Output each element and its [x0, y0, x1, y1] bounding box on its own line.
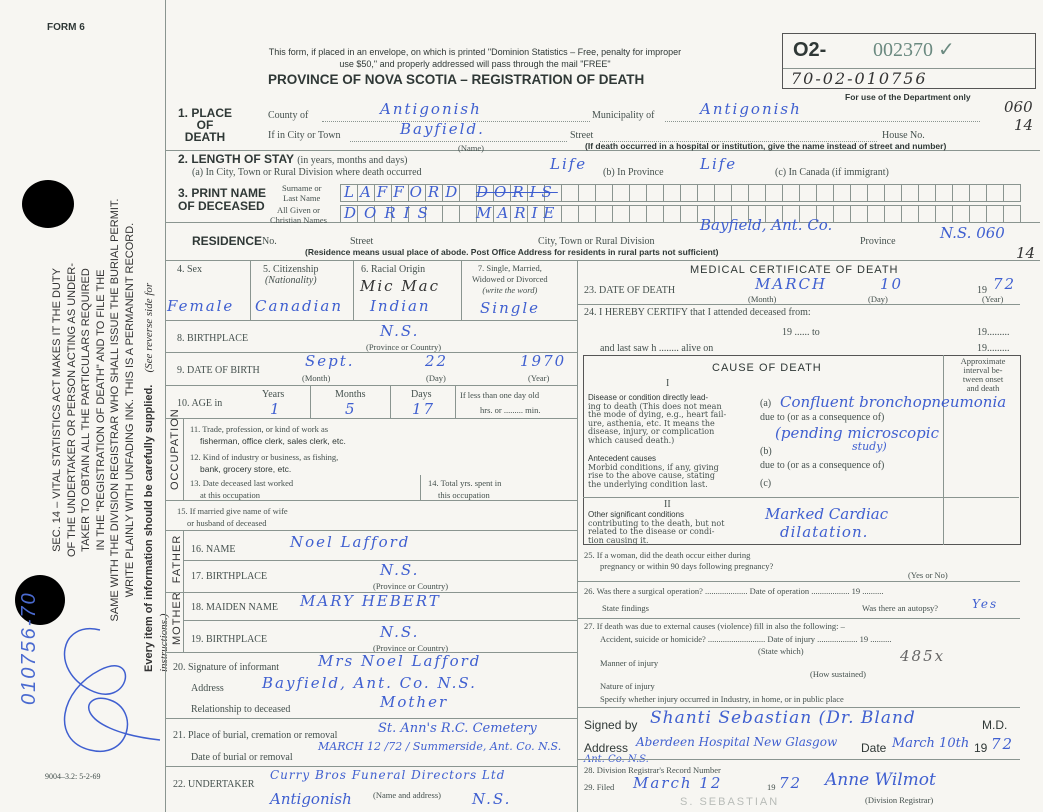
- year-note: (Year): [528, 373, 550, 383]
- marital-label: (write the word): [482, 285, 538, 295]
- burial-date: MARCH 12 /72 / Summerside, Ant. Co. N.S.: [318, 740, 562, 753]
- maiden-label: 18. MAIDEN NAME: [191, 602, 278, 613]
- hospital-note: (If death occurred in a hospital or institution, give the name instead of street and number): [585, 141, 947, 151]
- letter-cell[interactable]: [596, 184, 613, 202]
- direct-text: ure, asthenia, etc. It means the: [588, 418, 715, 428]
- residence-province: N.S. 060: [940, 224, 1005, 242]
- nature-label: Nature of injury: [600, 681, 655, 691]
- antecedent-text: rise to the above cause, stating: [588, 471, 715, 481]
- notice-line: OF THE UNDERTAKER OR PERSON ACTING AS UNDER-: [65, 263, 78, 557]
- father-side-label: FATHER: [171, 534, 183, 584]
- surname-label: Last Name: [283, 193, 321, 203]
- notice-line: SAME WITH THE DIVISION REGISTRAR WHO SHALL ISSUE THE BURIAL PERMIT.: [109, 198, 121, 622]
- letter-cell[interactable]: [732, 184, 749, 202]
- father-name-label: 16. NAME: [191, 544, 236, 555]
- stay-note: (in years, months and days): [297, 155, 408, 166]
- letter-cell[interactable]: [715, 184, 732, 202]
- specify-label: Specify whether injury occurred in Industry, in home, or in public place: [600, 694, 844, 704]
- year-blank: 19.........: [977, 343, 1010, 354]
- marital-value: Single: [480, 299, 541, 317]
- letter-cell[interactable]: [630, 205, 647, 223]
- manner-label: Manner of injury: [600, 658, 659, 668]
- birthplace-label: 8. BIRTHPLACE: [177, 333, 249, 344]
- citizenship-label: 5. Citizenship: [263, 264, 319, 275]
- dept-prefix: O2-: [793, 39, 827, 61]
- letter-cell[interactable]: [987, 205, 1004, 223]
- q13: 13. Date deceased last worked: [190, 478, 294, 488]
- given-label: All Given or: [276, 205, 320, 215]
- antecedent-text: Morbid conditions, if any, giving: [588, 462, 719, 472]
- letter-cell[interactable]: [970, 184, 987, 202]
- months-value: 5: [345, 400, 357, 418]
- surname-struck: DORIS: [476, 183, 558, 201]
- undertaker-name: Curry Bros Funeral Directors Ltd: [270, 768, 506, 782]
- letter-cell[interactable]: [851, 205, 868, 223]
- undertaker-note: (Name and address): [373, 790, 441, 800]
- burial-date-label: Date of burial or removal: [191, 752, 293, 763]
- letter-cell[interactable]: [817, 184, 834, 202]
- q11: fisherman, office clerk, sales clerk, etc.: [200, 436, 346, 446]
- column-divider: [577, 260, 578, 812]
- letter-cell[interactable]: [1004, 184, 1021, 202]
- other-text: related to the disease or condi-: [588, 527, 715, 537]
- letter-cell[interactable]: [579, 205, 596, 223]
- dob-month: Sept.: [305, 352, 355, 370]
- q12: 12. Kind of industry or business, as fishing,: [190, 452, 339, 462]
- letter-cell[interactable]: [885, 205, 902, 223]
- name-label: 3. PRINT NAME: [178, 186, 267, 200]
- residence-label: RESIDENCE: [192, 234, 263, 248]
- residence-city: Bayfield, Ant. Co.: [700, 216, 833, 234]
- last-saw: and last saw h ........ alive on: [600, 343, 714, 354]
- marital-label: Widowed or Divorced: [472, 274, 548, 284]
- how-note: (How sustained): [810, 669, 866, 679]
- registrar-note: (Division Registrar): [865, 795, 934, 805]
- letter-cell[interactable]: [902, 184, 919, 202]
- roman-1: I: [666, 378, 670, 389]
- q15: 15. If married give name of wife: [177, 506, 288, 516]
- dept-note: For use of the Department only: [845, 92, 971, 102]
- letter-cell[interactable]: [664, 205, 681, 223]
- notice-line: TAKER TO OBTAIN ALL THE PARTICULARS REQUIRED: [80, 268, 92, 552]
- residence-no-label: No.: [262, 236, 277, 247]
- letter-cell[interactable]: [460, 205, 477, 223]
- given-name-2: MARIE: [476, 204, 561, 222]
- q11: 11. Trade, profession, or kind of work as: [190, 424, 329, 434]
- informant-sig: Mrs Noel Lafford: [318, 652, 482, 670]
- county-value: Antigonish: [380, 100, 482, 118]
- place-label: 1. PLACE: [178, 106, 233, 120]
- dept-ref: 70-02-010756: [791, 69, 928, 88]
- month-note: (Month): [302, 373, 331, 383]
- occupation-side-label: OCCUPATION: [169, 408, 181, 490]
- filed-date: March 12: [633, 774, 723, 792]
- registrar-signature: Anne Wilmot: [825, 770, 936, 790]
- year-blank: 19.........: [977, 327, 1010, 338]
- letter-cell[interactable]: [562, 205, 579, 223]
- antecedent-head: Antecedent causes: [588, 454, 657, 463]
- municipality-label: Municipality of: [592, 110, 655, 121]
- cause-a-note: (pending microscopic: [775, 424, 939, 442]
- letter-cell[interactable]: [868, 184, 885, 202]
- q14: this occupation: [438, 490, 490, 500]
- father-name: Noel Lafford: [290, 533, 411, 551]
- roman-2: II: [664, 499, 671, 510]
- burial-place: St. Ann's R.C. Cemetery: [378, 721, 537, 736]
- sign-year: 72: [991, 735, 1015, 753]
- letter-cell[interactable]: [579, 184, 596, 202]
- undertaker-town: Antigonish: [270, 790, 352, 808]
- frame-left: [165, 0, 166, 812]
- from-to: 19 ...... to: [782, 327, 820, 338]
- hrs-min: hrs. or ......... min.: [480, 405, 541, 415]
- signed-value: Shanti Sebastian (Dr. Bland: [650, 708, 916, 728]
- letter-cell[interactable]: [936, 184, 953, 202]
- margin-code: 14: [1014, 116, 1034, 134]
- other-text: tion causing it.: [588, 535, 649, 545]
- racial-label: 6. Racial Origin: [361, 264, 426, 275]
- given-label: Christian Names: [270, 215, 327, 225]
- age-label: 10. AGE in: [177, 398, 223, 409]
- letter-cell[interactable]: [834, 205, 851, 223]
- letter-cell[interactable]: [613, 205, 630, 223]
- dob-label: 9. DATE OF BIRTH: [177, 365, 260, 376]
- filed-year: 72: [779, 774, 803, 792]
- marital-label: 7. Single, Married,: [477, 263, 542, 273]
- envelope-note-2: use $50," and properly addressed will pass through the mail "FREE": [339, 59, 611, 69]
- letter-cell[interactable]: [647, 205, 664, 223]
- due-to: due to (or as a consequence of): [760, 412, 885, 423]
- relationship-value: Mother: [380, 693, 449, 711]
- sign-date: March 10th: [892, 736, 970, 751]
- interval-label: and death: [966, 383, 1000, 393]
- month-note: (Month): [748, 294, 777, 304]
- city-value: Bayfield.: [400, 120, 485, 138]
- surname-label: Surname or: [282, 183, 322, 193]
- undertaker-label: 22. UNDERTAKER: [173, 779, 255, 790]
- sign-year-prefix: 19: [974, 741, 988, 755]
- less-day-label: If less than one day old: [460, 390, 540, 400]
- sex-label: 4. Sex: [177, 264, 202, 275]
- letter-cell[interactable]: [596, 205, 613, 223]
- margin-code: 14: [1016, 244, 1036, 262]
- q29: 29. Filed: [584, 782, 615, 792]
- cause-a: Confluent bronchopneumonia: [780, 393, 1007, 411]
- filed-year-prefix: 19: [767, 782, 776, 792]
- letter-cell[interactable]: [919, 205, 936, 223]
- citizenship-value: Canadian: [255, 297, 344, 315]
- dod-year: 72: [993, 275, 1017, 293]
- doctor-address: Aberdeen Hospital New Glasgow: [636, 735, 838, 749]
- day-note: (Day): [426, 373, 446, 383]
- direct-text: the mode of dying, e.g., heart fail-: [588, 410, 727, 420]
- mother-side-label: MOTHER: [171, 591, 183, 645]
- autopsy-label: Was there an autopsy?: [862, 603, 939, 613]
- letter-cell[interactable]: [749, 184, 766, 202]
- letter-cell[interactable]: [443, 205, 460, 223]
- letter-cell[interactable]: [613, 184, 630, 202]
- name-label: OF DECEASED: [178, 199, 265, 213]
- letter-cell[interactable]: [647, 184, 664, 202]
- letter-cell[interactable]: [562, 184, 579, 202]
- medical-title: MEDICAL CERTIFICATE OF DEATH: [690, 264, 899, 276]
- stamp: S. SEBASTIAN: [680, 796, 780, 808]
- cause-a-note: study): [852, 440, 887, 453]
- months-label: Months: [335, 389, 366, 400]
- prov-note: (Province or Country): [373, 581, 449, 591]
- letter-cell[interactable]: [936, 205, 953, 223]
- maiden-name: MARY HEBERT: [300, 592, 441, 610]
- letter-cell[interactable]: [919, 184, 936, 202]
- state-which: (State which): [758, 646, 804, 656]
- dept-number: 002370 ✓: [873, 39, 955, 61]
- letter-cell[interactable]: [868, 205, 885, 223]
- residence-province-label: Province: [860, 236, 896, 247]
- given-name-1: DORIS: [344, 204, 436, 222]
- stay-b-value: Life: [700, 155, 738, 173]
- stay-c-label: (c) In Canada (if immigrant): [775, 167, 889, 178]
- mother-bp-label: 19. BIRTHPLACE: [191, 634, 268, 645]
- form-label: FORM 6: [47, 22, 85, 33]
- stay-b-label: (b) In Province: [603, 167, 664, 178]
- letter-cell[interactable]: [987, 184, 1004, 202]
- sec14-notice: [50, 198, 137, 622]
- racial-value-1: Mic Mac: [360, 277, 441, 295]
- yes-no-note: (Yes or No): [908, 570, 948, 580]
- years-label: Years: [262, 389, 285, 400]
- q12: bank, grocery store, etc.: [200, 464, 292, 474]
- undertaker-prov: N.S.: [472, 790, 512, 808]
- signed-label: Signed by: [584, 718, 638, 732]
- racial-value-2: Indian: [370, 297, 431, 315]
- q27: 27. If death was due to external causes (violence) fill in also the following: –: [584, 621, 845, 631]
- other-text: contributing to the death, but not: [588, 518, 725, 528]
- q13: at this occupation: [200, 490, 260, 500]
- years-value: 1: [270, 400, 282, 418]
- q26: 26. Was there a surgical operation? .................... Date of operation .................. 19 ..........: [584, 586, 884, 596]
- stay-a-label: (a) In City, Town or Rural Division where death occurred: [192, 167, 422, 178]
- margin-code: 060: [1004, 98, 1033, 116]
- other-head: Other significant conditions: [588, 510, 685, 519]
- direct-text: disease, injury, or complication: [588, 427, 715, 437]
- letter-cell[interactable]: [834, 184, 851, 202]
- citizenship-note: (Nationality): [264, 275, 317, 286]
- q25: pregnancy or within 90 days following pregnancy?: [600, 561, 774, 571]
- letter-cell[interactable]: [953, 205, 970, 223]
- md-label: M.D.: [982, 718, 1008, 732]
- cause-b-label: (b): [760, 446, 772, 457]
- other-condition-1: Marked Cardiac: [765, 505, 889, 523]
- day-note: (Day): [868, 294, 888, 304]
- mother-bp: N.S.: [380, 623, 420, 641]
- q28: 28. Division Registrar's Record Number: [584, 765, 721, 775]
- place-label: DEATH: [184, 130, 226, 144]
- cause-a-label: (a): [760, 398, 772, 409]
- page-title: PROVINCE OF NOVA SCOTIA – REGISTRATION OF DEATH: [268, 72, 645, 87]
- birthplace-value: N.S.: [380, 322, 420, 340]
- direct-text: which caused death.): [588, 435, 675, 445]
- informant-address-label: Address: [191, 683, 224, 694]
- informant-sig-label: 20. Signature of informant: [173, 662, 280, 673]
- father-bp: N.S.: [380, 561, 420, 579]
- residence-city-label: City, Town or Rural Division: [538, 236, 655, 247]
- interval-label: tween onset: [962, 374, 1004, 384]
- letter-cell[interactable]: [970, 205, 987, 223]
- every-item-note: [142, 222, 171, 672]
- cause-c-label: (c): [760, 478, 772, 489]
- days-label: Days: [411, 389, 432, 400]
- sign-date-label: Date: [861, 741, 887, 755]
- burial-place-label: 21. Place of burial, cremation or removal: [173, 730, 338, 741]
- prov-note: (Province or Country): [373, 643, 449, 653]
- letter-cell[interactable]: [681, 184, 698, 202]
- place-label: OF: [196, 118, 214, 132]
- envelope-note: [225, 46, 725, 70]
- county-label: County of: [268, 110, 309, 121]
- letter-cell[interactable]: [698, 184, 715, 202]
- municipality-value: Antigonish: [700, 100, 802, 118]
- dob-day: 22: [425, 352, 449, 370]
- antecedent-text: the underlying condition last.: [588, 479, 708, 489]
- city-label: If in City or Town: [268, 130, 341, 141]
- house-label: House No.: [882, 130, 925, 141]
- print-code: 9004–3.2: 5-2-69: [45, 772, 101, 781]
- dod-month: MARCH: [755, 275, 828, 293]
- stay-label: 2. LENGTH OF STAY: [178, 152, 295, 166]
- interval-label: Approximate: [960, 356, 1006, 366]
- cause-title: CAUSE OF DEATH: [712, 362, 822, 374]
- findings-label: State findings: [602, 603, 649, 613]
- stay-a-value: Life: [550, 155, 588, 173]
- relationship-label: Relationship to deceased: [191, 704, 291, 715]
- department-box: [782, 33, 1036, 89]
- certify-text: 24. I HEREBY CERTIFY that I attended deceased from:: [584, 307, 811, 318]
- ink-loops: [40, 610, 170, 770]
- letter-cell[interactable]: [885, 184, 902, 202]
- other-condition-2: dilatation.: [780, 523, 869, 541]
- notice-line: IN THE "REGISTRATION OF DEATH" AND TO FILE THE: [94, 269, 107, 551]
- accident-label: Accident, suicide or homicide? ........................... Date of injury ................... 19 ..........: [600, 634, 892, 644]
- father-bp-label: 17. BIRTHPLACE: [191, 571, 268, 582]
- given-name-cells[interactable]: [340, 205, 1021, 223]
- code-value: 485x: [900, 647, 946, 665]
- interval-label: interval be-: [963, 365, 1003, 375]
- letter-cell[interactable]: [1004, 205, 1021, 223]
- informant-address: Bayfield, Ant. Co. N.S.: [262, 674, 477, 692]
- dob-year: 1970: [520, 352, 567, 370]
- autopsy-value: Yes: [972, 597, 999, 611]
- handwritten-number: 010756-70: [18, 591, 40, 705]
- notice-line: SEC. 14 – VITAL STATISTICS ACT MAKES IT THE DUTY: [51, 268, 63, 552]
- dod-label: 23. DATE OF DEATH: [584, 285, 676, 296]
- letter-cell[interactable]: [630, 184, 647, 202]
- letter-cell[interactable]: [851, 184, 868, 202]
- q25: 25. If a woman, did the death occur either during: [584, 550, 751, 560]
- q15: or husband of deceased: [187, 518, 267, 528]
- letter-cell[interactable]: [664, 184, 681, 202]
- street-label: Street: [570, 130, 594, 141]
- dod-year-prefix: 19: [977, 285, 987, 296]
- direct-head: Disease or condition directly lead-: [588, 393, 709, 402]
- letter-cell[interactable]: [783, 184, 800, 202]
- year-note: (Year): [982, 294, 1004, 304]
- letter-cell[interactable]: [766, 184, 783, 202]
- residence-street-label: Street: [350, 236, 374, 247]
- letter-cell[interactable]: [681, 205, 698, 223]
- every-item-text: Every item of information should be carefully supplied.: [143, 384, 155, 672]
- residence-note: (Residence means usual place of abode. Post Office Address for residents in rural parts not sufficient): [305, 247, 719, 257]
- name-note: (Name): [458, 143, 484, 153]
- birthplace-note: (Province or Country): [366, 342, 442, 352]
- doctor-address-label: Address: [584, 741, 629, 755]
- letter-cell[interactable]: [902, 205, 919, 223]
- due-to: due to (or as a consequence of): [760, 460, 885, 471]
- see-reverse-text: (See reverse side for instructions.): [143, 282, 170, 672]
- sex-value: Female: [167, 297, 235, 315]
- divider: [165, 260, 1040, 261]
- doctor-address-cont: Ant. Co. N.S.: [584, 754, 649, 765]
- letter-cell[interactable]: [800, 184, 817, 202]
- q14: 14. Total yrs. spent in: [428, 478, 502, 488]
- direct-text: ing to death (This does not mean: [588, 401, 722, 411]
- dod-day: 10: [880, 275, 904, 293]
- notice-line: WRITE PLAINLY WITH UNFADING INK. THIS IS A PERMANENT RECORD.: [123, 222, 136, 598]
- surname-value: LAFFORD: [344, 183, 464, 201]
- days-value: 17: [412, 400, 436, 418]
- letter-cell[interactable]: [953, 184, 970, 202]
- envelope-note-1: This form, if placed in an envelope, on which is printed "Dominion Statistics – Free, penalty for improper: [268, 47, 682, 57]
